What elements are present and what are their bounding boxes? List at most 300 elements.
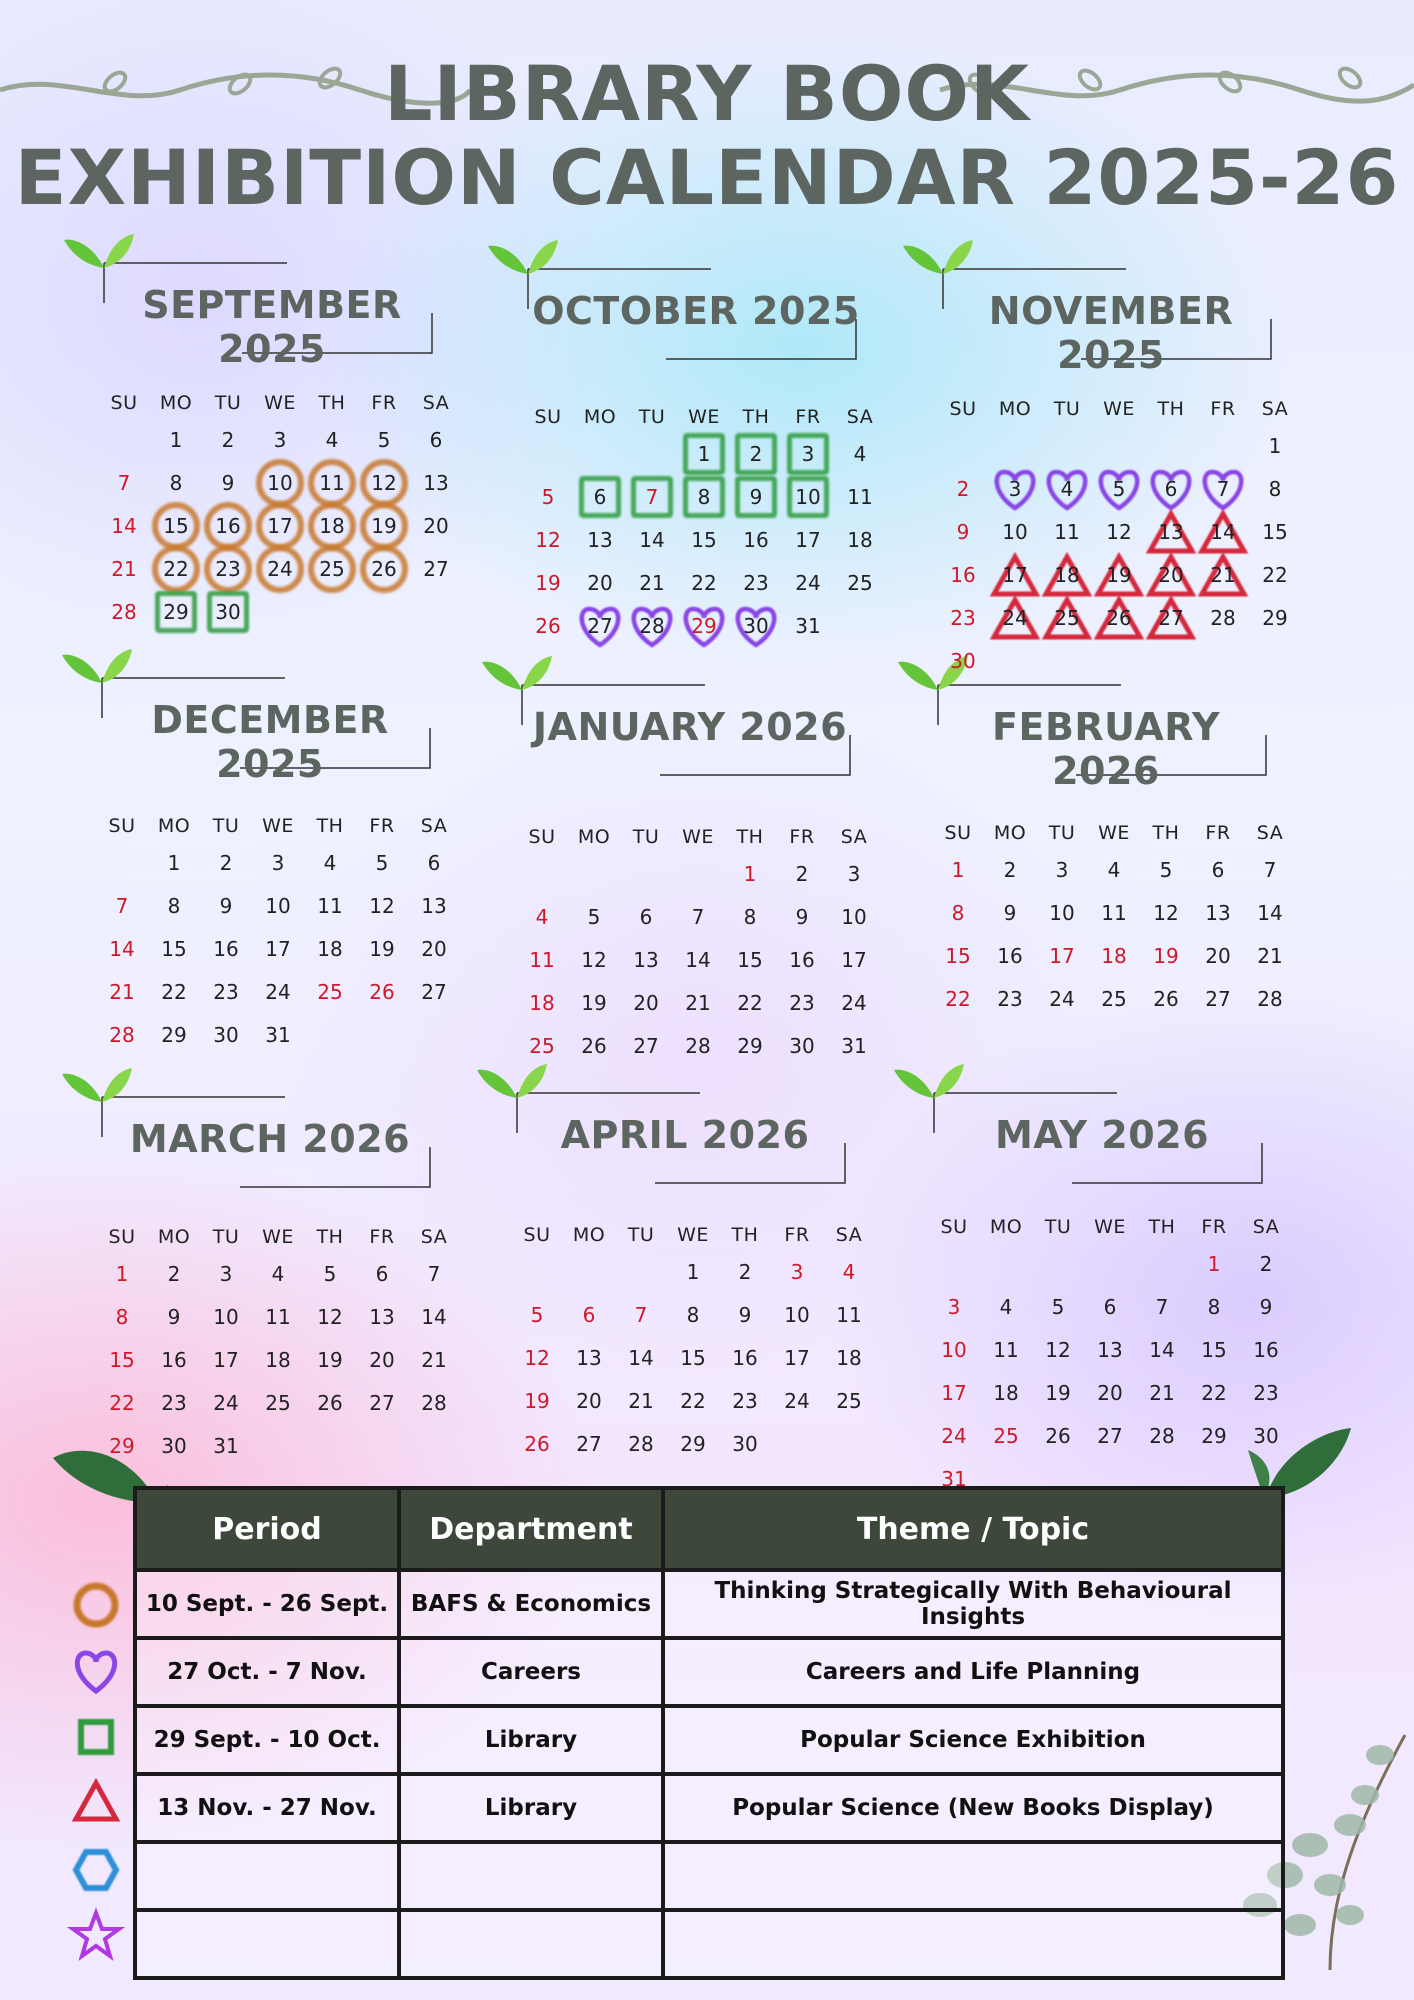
weekday-header: SA — [422, 392, 450, 414]
day-number: 22 — [737, 991, 763, 1015]
day-cell — [984, 858, 1036, 882]
day-number: 14 — [639, 528, 665, 552]
month-title: SEPTEMBER 2025 — [142, 283, 402, 371]
day-number: 23 — [789, 991, 815, 1015]
day-cell — [719, 1260, 771, 1284]
day-number: 18 — [317, 937, 343, 961]
day-cell — [980, 1424, 1032, 1448]
day-cell — [96, 1348, 148, 1372]
day-number: 25 — [1054, 606, 1080, 630]
day-cell — [516, 948, 568, 972]
weekday-header: SU — [949, 398, 977, 420]
day-cell — [96, 1305, 148, 1329]
day-cell — [678, 485, 730, 509]
day-cell — [200, 1391, 252, 1415]
day-number: 3 — [801, 442, 815, 466]
day-cell — [834, 528, 886, 552]
day-cell — [252, 1391, 304, 1415]
day-cell — [150, 600, 202, 624]
day-number: 15 — [1201, 1338, 1227, 1362]
day-number: 15 — [945, 944, 971, 968]
weekday-header: WE — [262, 1226, 294, 1248]
day-number: 30 — [732, 1432, 758, 1456]
day-cell — [615, 1432, 667, 1456]
day-number: 26 — [1045, 1424, 1071, 1448]
day-cell — [724, 1034, 776, 1058]
day-number: 4 — [842, 1260, 856, 1284]
day-cell — [782, 485, 834, 509]
day-cell — [932, 858, 984, 882]
day-cell — [823, 1303, 875, 1327]
day-cell — [776, 948, 828, 972]
month-title: DECEMBER 2025 — [151, 698, 389, 786]
weekday-header: MO — [989, 1216, 1023, 1238]
day-cell — [96, 1262, 148, 1286]
day-number: 31 — [213, 1434, 239, 1458]
weekday-header: TU — [627, 1224, 655, 1246]
day-cell — [1136, 1295, 1188, 1319]
day-cell — [984, 987, 1036, 1011]
day-cell — [1192, 858, 1244, 882]
day-cell — [254, 471, 306, 495]
day-number: 21 — [685, 991, 711, 1015]
weekday-header: TH — [318, 392, 346, 414]
day-number: 28 — [1210, 606, 1236, 630]
day-number: 28 — [685, 1034, 711, 1058]
day-cell — [615, 1389, 667, 1413]
table-header-row — [135, 1488, 1283, 1570]
day-number: 7 — [1263, 858, 1277, 882]
day-number: 28 — [628, 1432, 654, 1456]
day-number: 6 — [1103, 1295, 1117, 1319]
day-cell — [254, 514, 306, 538]
month-title: NOVEMBER 2025 — [988, 289, 1234, 377]
day-number: 24 — [1049, 987, 1075, 1011]
day-cell — [1084, 1338, 1136, 1362]
day-number: 11 — [319, 471, 345, 495]
period-header: Period — [135, 1488, 399, 1570]
day-number: 17 — [941, 1381, 967, 1405]
day-number: 22 — [680, 1389, 706, 1413]
day-number: 18 — [836, 1346, 862, 1370]
hexagon-icon — [66, 1840, 126, 1900]
day-cell — [1240, 1295, 1292, 1319]
day-number: 25 — [319, 557, 345, 581]
table-row — [135, 1638, 1283, 1706]
day-number: 7 — [691, 905, 705, 929]
day-cell — [511, 1432, 563, 1456]
day-number: 11 — [993, 1338, 1019, 1362]
day-number: 2 — [1003, 858, 1017, 882]
day-cell — [1140, 901, 1192, 925]
day-number: 21 — [1149, 1381, 1175, 1405]
day-cell — [410, 428, 462, 452]
day-number: 27 — [633, 1034, 659, 1058]
day-cell — [98, 471, 150, 495]
day-number: 9 — [1003, 901, 1017, 925]
day-cell — [1084, 1381, 1136, 1405]
weekday-header: SA — [1256, 822, 1284, 844]
day-cell — [148, 1391, 200, 1415]
day-cell — [1032, 1424, 1084, 1448]
day-number: 18 — [529, 991, 555, 1015]
department-cell — [399, 1910, 663, 1978]
weekday-header: WE — [1094, 1216, 1126, 1238]
day-number: 29 — [1201, 1424, 1227, 1448]
day-cell — [522, 528, 574, 552]
day-cell — [306, 471, 358, 495]
month-calendar — [60, 1062, 460, 1472]
triangle-icon — [66, 1773, 126, 1833]
day-cell — [730, 442, 782, 466]
day-number: 18 — [265, 1348, 291, 1372]
day-cell — [150, 557, 202, 581]
month-title: FEBRUARY 2026 — [992, 705, 1220, 793]
day-number: 13 — [421, 894, 447, 918]
weekday-header: TH — [316, 1226, 344, 1248]
day-cell — [928, 1295, 980, 1319]
weekday-header: MO — [157, 1226, 191, 1248]
theme-cell — [663, 1842, 1283, 1910]
department-cell: Library — [399, 1774, 663, 1842]
day-cell — [1192, 901, 1244, 925]
day-number: 6 — [582, 1303, 596, 1327]
table-row — [135, 1774, 1283, 1842]
day-number: 24 — [941, 1424, 967, 1448]
day-cell — [1244, 987, 1296, 1011]
day-number: 26 — [369, 980, 395, 1004]
day-cell — [1188, 1252, 1240, 1276]
day-cell — [254, 428, 306, 452]
month-title: MARCH 2026 — [129, 1117, 411, 1161]
day-number: 17 — [795, 528, 821, 552]
day-cell — [834, 442, 886, 466]
day-cell — [304, 980, 356, 1004]
table-row — [135, 1706, 1283, 1774]
weekday-header: SU — [940, 1216, 968, 1238]
day-cell — [410, 557, 462, 581]
day-cell — [568, 991, 620, 1015]
day-cell — [1145, 520, 1197, 544]
day-number: 18 — [1054, 563, 1080, 587]
period-cell: 27 Oct. - 7 Nov. — [135, 1638, 399, 1706]
day-cell — [148, 1023, 200, 1047]
weekday-header: WE — [1098, 822, 1130, 844]
month-title: OCTOBER 2025 — [532, 289, 860, 333]
day-cell — [719, 1346, 771, 1370]
day-number: 7 — [115, 894, 129, 918]
day-cell — [200, 980, 252, 1004]
day-number: 8 — [743, 905, 757, 929]
day-cell — [1244, 858, 1296, 882]
weekday-header: TU — [632, 826, 660, 848]
day-number: 27 — [369, 1391, 395, 1415]
day-number: 20 — [1158, 563, 1184, 587]
department-cell: BAFS & Economics — [399, 1570, 663, 1638]
day-number: 17 — [213, 1348, 239, 1372]
title-line-2: EXHIBITION CALENDAR 2025-26 — [14, 133, 1400, 222]
day-number: 16 — [161, 1348, 187, 1372]
day-cell — [568, 905, 620, 929]
day-number: 13 — [1097, 1338, 1123, 1362]
day-cell — [511, 1303, 563, 1327]
day-number: 15 — [1262, 520, 1288, 544]
day-number: 1 — [115, 1262, 129, 1286]
day-number: 19 — [535, 571, 561, 595]
day-cell — [306, 557, 358, 581]
day-number: 20 — [633, 991, 659, 1015]
day-cell — [620, 905, 672, 929]
day-cell — [1093, 563, 1145, 587]
day-number: 10 — [941, 1338, 967, 1362]
day-number: 22 — [163, 557, 189, 581]
day-cell — [408, 1305, 460, 1329]
day-cell — [574, 485, 626, 509]
day-number: 28 — [109, 1023, 135, 1047]
day-number: 12 — [1153, 901, 1179, 925]
day-number: 24 — [1002, 606, 1028, 630]
weekday-header: FR — [795, 406, 821, 428]
day-cell — [200, 894, 252, 918]
day-number: 4 — [999, 1295, 1013, 1319]
day-cell — [1084, 1295, 1136, 1319]
day-number: 12 — [581, 948, 607, 972]
day-cell — [563, 1303, 615, 1327]
day-number: 19 — [1106, 563, 1132, 587]
day-number: 3 — [219, 1262, 233, 1286]
day-number: 25 — [1101, 987, 1127, 1011]
day-number: 16 — [950, 563, 976, 587]
day-cell — [724, 862, 776, 886]
day-number: 23 — [213, 980, 239, 1004]
day-number: 21 — [421, 1348, 447, 1372]
weekday-header: WE — [688, 406, 720, 428]
day-cell — [823, 1389, 875, 1413]
day-number: 10 — [213, 1305, 239, 1329]
day-cell — [828, 905, 880, 929]
day-number: 11 — [265, 1305, 291, 1329]
day-cell — [620, 948, 672, 972]
weekday-header: FR — [789, 826, 815, 848]
day-cell — [410, 514, 462, 538]
day-cell — [1041, 563, 1093, 587]
day-cell — [719, 1432, 771, 1456]
day-number: 22 — [1262, 563, 1288, 587]
day-number: 16 — [997, 944, 1023, 968]
day-cell — [1197, 477, 1249, 501]
day-cell — [96, 1391, 148, 1415]
day-number: 8 — [115, 1305, 129, 1329]
day-number: 21 — [111, 557, 137, 581]
day-cell — [626, 485, 678, 509]
day-cell — [828, 1034, 880, 1058]
day-number: 3 — [847, 862, 861, 886]
weekday-header: FR — [369, 1226, 395, 1248]
weekday-header: TH — [736, 826, 764, 848]
day-cell — [1240, 1381, 1292, 1405]
day-number: 6 — [1164, 477, 1178, 501]
day-number: 5 — [323, 1262, 337, 1286]
day-number: 12 — [1106, 520, 1132, 544]
day-cell — [252, 1023, 304, 1047]
day-cell — [730, 485, 782, 509]
day-number: 10 — [841, 905, 867, 929]
day-cell — [672, 1034, 724, 1058]
day-cell — [306, 514, 358, 538]
day-number: 22 — [945, 987, 971, 1011]
day-number: 23 — [732, 1389, 758, 1413]
day-number: 8 — [1268, 477, 1282, 501]
day-number: 1 — [697, 442, 711, 466]
weekday-header: MO — [157, 815, 191, 837]
day-number: 1 — [743, 862, 757, 886]
day-number: 28 — [111, 600, 137, 624]
day-cell — [1145, 477, 1197, 501]
day-cell — [200, 937, 252, 961]
day-cell — [730, 571, 782, 595]
day-cell — [96, 937, 148, 961]
day-cell — [989, 477, 1041, 501]
day-cell — [574, 571, 626, 595]
day-number: 1 — [1268, 434, 1282, 458]
day-cell — [516, 1034, 568, 1058]
day-cell — [928, 1381, 980, 1405]
day-cell — [356, 1262, 408, 1286]
day-cell — [724, 948, 776, 972]
day-number: 25 — [993, 1424, 1019, 1448]
day-cell — [937, 563, 989, 587]
day-cell — [615, 1303, 667, 1327]
day-cell — [98, 557, 150, 581]
day-number: 5 — [587, 905, 601, 929]
weekday-header: SU — [523, 1224, 551, 1246]
day-cell — [516, 991, 568, 1015]
day-number: 23 — [1253, 1381, 1279, 1405]
weekday-header: WE — [262, 815, 294, 837]
month-calendar — [892, 1058, 1292, 1491]
day-number: 4 — [323, 851, 337, 875]
day-number: 2 — [167, 1262, 181, 1286]
day-cell — [1032, 1295, 1084, 1319]
month-calendar — [901, 234, 1301, 673]
day-cell — [252, 1305, 304, 1329]
day-cell — [1244, 944, 1296, 968]
day-number: 22 — [109, 1391, 135, 1415]
day-cell — [667, 1389, 719, 1413]
day-cell — [200, 1434, 252, 1458]
day-cell — [148, 1262, 200, 1286]
day-number: 18 — [319, 514, 345, 538]
day-cell — [96, 894, 148, 918]
day-number: 2 — [749, 442, 763, 466]
weekday-header: SA — [846, 406, 874, 428]
day-number: 4 — [1107, 858, 1121, 882]
day-number: 21 — [1257, 944, 1283, 968]
day-number: 12 — [1045, 1338, 1071, 1362]
day-cell — [408, 894, 460, 918]
weekday-header: SU — [534, 406, 562, 428]
weekday-header: MO — [993, 822, 1027, 844]
day-cell — [667, 1303, 719, 1327]
day-cell — [984, 901, 1036, 925]
day-cell — [937, 520, 989, 544]
day-cell — [667, 1260, 719, 1284]
day-cell — [1088, 987, 1140, 1011]
day-cell — [782, 614, 834, 638]
day-number: 31 — [795, 614, 821, 638]
day-number: 3 — [790, 1260, 804, 1284]
day-number: 20 — [369, 1348, 395, 1372]
day-number: 20 — [1097, 1381, 1123, 1405]
weekday-header: TU — [212, 815, 240, 837]
day-number: 5 — [1112, 477, 1126, 501]
day-cell — [306, 428, 358, 452]
day-number: 19 — [317, 1348, 343, 1372]
weekday-header: TH — [1157, 398, 1185, 420]
day-cell — [200, 1348, 252, 1372]
day-number: 16 — [1253, 1338, 1279, 1362]
day-cell — [1192, 987, 1244, 1011]
day-number: 25 — [317, 980, 343, 1004]
month-calendar — [486, 234, 886, 644]
day-number: 3 — [271, 851, 285, 875]
day-cell — [823, 1260, 875, 1284]
day-cell — [304, 894, 356, 918]
weekday-header: MO — [583, 406, 617, 428]
weekday-header: TH — [1148, 1216, 1176, 1238]
day-cell — [1249, 606, 1301, 630]
day-number: 29 — [1262, 606, 1288, 630]
day-cell — [148, 851, 200, 875]
day-number: 7 — [634, 1303, 648, 1327]
day-cell — [356, 894, 408, 918]
month-title: JANUARY 2026 — [532, 705, 848, 749]
day-cell — [254, 557, 306, 581]
day-number: 23 — [743, 571, 769, 595]
day-cell — [202, 600, 254, 624]
day-cell — [989, 563, 1041, 587]
day-cell — [1192, 944, 1244, 968]
day-number: 8 — [169, 471, 183, 495]
weekday-header: FR — [369, 815, 395, 837]
day-number: 9 — [1259, 1295, 1273, 1319]
day-number: 29 — [737, 1034, 763, 1058]
day-number: 7 — [1155, 1295, 1169, 1319]
day-cell — [356, 851, 408, 875]
day-cell — [626, 571, 678, 595]
period-cell — [135, 1910, 399, 1978]
day-number: 1 — [167, 851, 181, 875]
department-header: Department — [399, 1488, 663, 1570]
day-number: 25 — [265, 1391, 291, 1415]
day-cell — [776, 862, 828, 886]
department-cell — [399, 1842, 663, 1910]
day-cell — [782, 571, 834, 595]
day-number: 13 — [1205, 901, 1231, 925]
day-number: 21 — [1210, 563, 1236, 587]
day-cell — [672, 991, 724, 1015]
day-cell — [724, 991, 776, 1015]
day-cell — [358, 557, 410, 581]
day-number: 15 — [680, 1346, 706, 1370]
day-number: 2 — [1259, 1252, 1273, 1276]
day-cell — [782, 528, 834, 552]
page-title — [0, 49, 1414, 222]
day-number: 2 — [795, 862, 809, 886]
day-number: 1 — [169, 428, 183, 452]
day-number: 12 — [535, 528, 561, 552]
day-number: 13 — [423, 471, 449, 495]
